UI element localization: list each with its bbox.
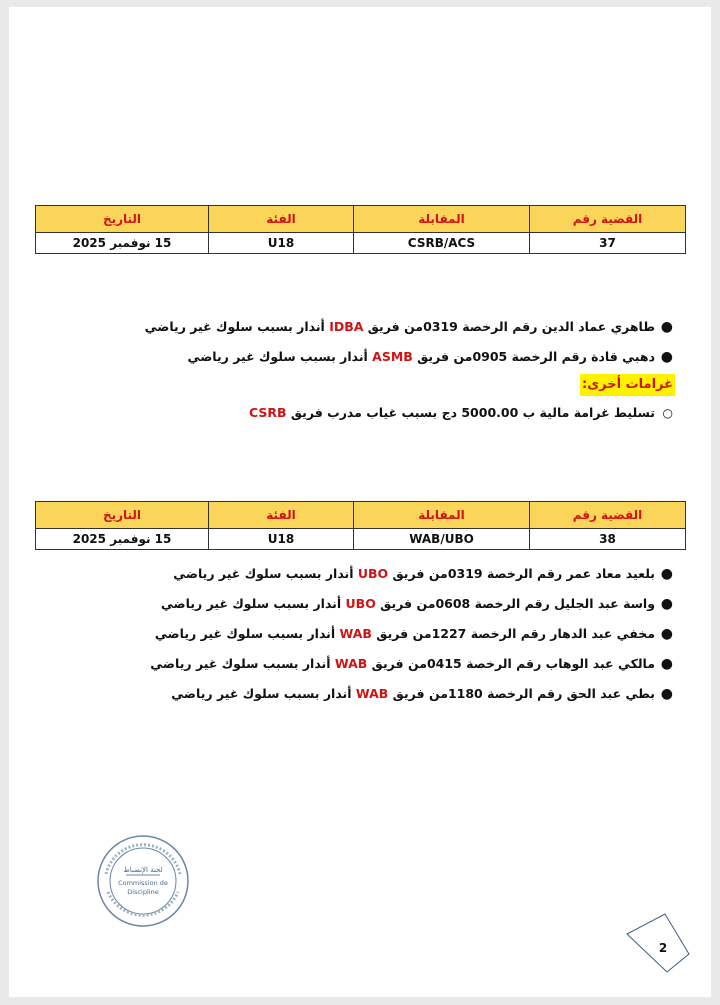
sanction-reason: أندار بسبب سلوك غير رياضي (150, 656, 335, 671)
sanction-item (150, 679, 675, 709)
stamp-french-2: Discipline (127, 888, 159, 896)
case-table-header-row (36, 502, 686, 529)
sanction-player-text: مخفي عبد الدهار رقم الرخصة 1227من فريق (371, 626, 655, 641)
sanction-reason: أندار بسبب سلوك غير رياضي (187, 349, 373, 364)
header-match: المقابلة (354, 502, 530, 529)
fine-item (249, 402, 675, 424)
sanctions-list-38 (150, 559, 675, 709)
sanction-item (150, 559, 675, 589)
sanction-club: IDBA (329, 319, 364, 334)
sanction-player-text: دهبي قادة رقم الرخصة 0905من فريق (412, 349, 655, 364)
sanction-item (150, 589, 675, 619)
sanction-club: UBO (345, 596, 376, 611)
sanction-item (150, 619, 675, 649)
category-value: U18 (209, 233, 354, 254)
fine-text: تسليط غرامة مالية ب 5000.00 دج بسبب غياب مدرب فريق (286, 405, 655, 420)
sanction-club: WAB (355, 686, 389, 701)
sanction-reason: أندار بسبب سلوك غير رياضي (144, 319, 330, 334)
bullet-icon: ● (660, 596, 673, 612)
header-case-number: القضية رقم (530, 206, 686, 233)
sanction-reason: أندار بسبب سلوك غير رياضي (160, 596, 346, 611)
discipline-stamp-icon (96, 834, 190, 928)
case-table-38 (35, 501, 686, 550)
stamp-french-1: Commission de (118, 879, 168, 887)
document-page (9, 7, 711, 997)
sanction-club: WAB (334, 656, 368, 671)
header-category: الفئة (209, 206, 354, 233)
other-fines-heading: غرامات أخرى: (580, 374, 675, 396)
category-value: U18 (209, 529, 354, 550)
date-value: 15 نوفمبر 2025 (36, 233, 209, 254)
case-table-value-row (36, 233, 686, 254)
sanction-club: UBO (357, 566, 389, 581)
bullet-icon: ● (660, 626, 673, 642)
sanction-reason: أندار بسبب سلوك غير رياضي (173, 566, 358, 581)
case-table-value-row (36, 529, 686, 550)
sanction-club: ASMB (372, 349, 413, 364)
sanction-reason: أندار بسبب سلوك غير رياضي (171, 686, 356, 701)
sanction-player-text: طاهري عماد الدين رقم الرخصة 0319من فريق (363, 319, 655, 334)
sanction-club: WAB (339, 626, 372, 641)
bullet-icon: ● (660, 656, 673, 672)
hollow-circle-icon: ○ (662, 406, 673, 420)
bullet-icon: ● (660, 686, 673, 702)
case-table-header-row (36, 206, 686, 233)
sanction-player-text: مالكي عبد الوهاب رقم الرخصة 0415من فريق (367, 656, 655, 671)
case-table-37 (35, 205, 686, 254)
match-value: WAB/UBO (354, 529, 530, 550)
header-category: الفئة (209, 502, 354, 529)
header-match: المقابلة (354, 206, 530, 233)
page-number-badge (625, 912, 691, 974)
header-case-number: القضية رقم (530, 502, 686, 529)
header-date: التاريخ (36, 502, 209, 529)
sanction-item (145, 312, 675, 342)
sanction-reason: أندار بسبب سلوك غير رياضي (154, 626, 340, 641)
case-number: 38 (530, 529, 686, 550)
bullet-icon: ● (660, 566, 673, 582)
page-number: 2 (658, 941, 668, 955)
sanction-item (145, 342, 675, 372)
match-value: CSRB/ACS (354, 233, 530, 254)
sanctions-list-37 (145, 312, 675, 372)
date-value: 15 نوفمبر 2025 (36, 529, 209, 550)
stamp-arabic: لجنة الإنضباط (123, 866, 163, 874)
bullet-icon: ● (660, 319, 673, 335)
fine-club: CSRB (248, 405, 287, 420)
bullet-icon: ● (660, 349, 673, 365)
sanction-player-text: واسة عبد الجليل رقم الرخصة 0608من فريق (375, 596, 655, 611)
sanction-player-text: بطي عبد الحق رقم الرخصة 1180من فريق (388, 686, 655, 701)
case-number: 37 (530, 233, 686, 254)
header-date: التاريخ (36, 206, 209, 233)
sanction-player-text: بلعيد معاد عمر رقم الرخصة 0319من فريق (388, 566, 655, 581)
sanction-item (150, 649, 675, 679)
